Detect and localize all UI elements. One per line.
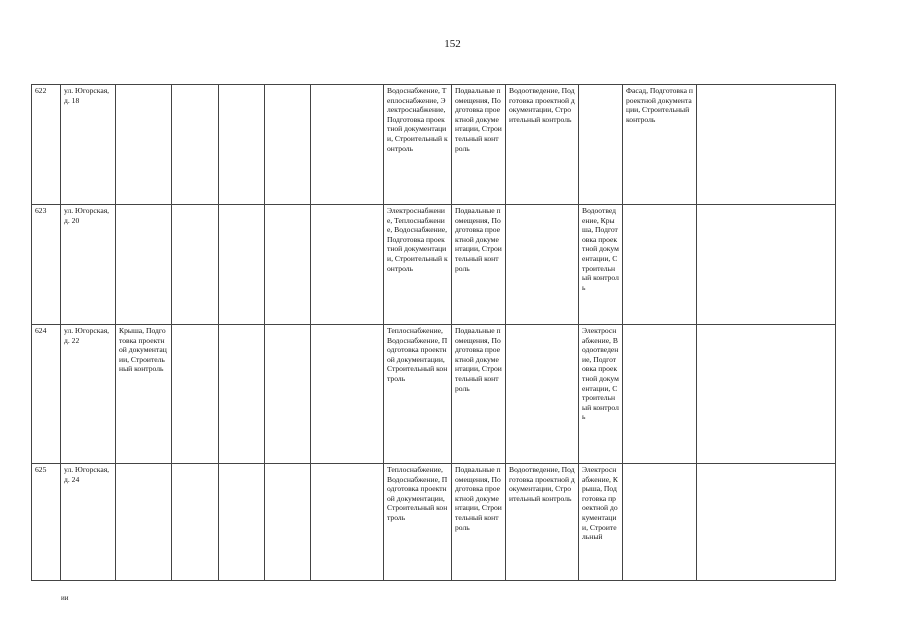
cell-address: ул. Югорская, д. 24 bbox=[61, 464, 116, 581]
table-row bbox=[32, 325, 836, 464]
cell-number: 625 bbox=[32, 464, 61, 581]
cell-col6 bbox=[265, 464, 311, 581]
cell-col7 bbox=[311, 205, 384, 325]
cell-col6 bbox=[265, 85, 311, 205]
cell-col8: Теплоснабжение, Водоснабжение, Подготовка проектной документации, Строительный контроль bbox=[384, 464, 452, 581]
cell-col9: Подвальные помещения, Подготовка проектной документации, Строительный контроль bbox=[452, 464, 506, 581]
cell-col6 bbox=[265, 205, 311, 325]
cell-col11: Водоотведение, Крыша, Подготовка проектной документации, Строительный контроль bbox=[579, 205, 623, 325]
cell-address: ул. Югорская, д. 20 bbox=[61, 205, 116, 325]
cell-col5 bbox=[219, 325, 265, 464]
cell-col11: Электроснабжение, Водоотведение, Подготовка проектной документации, Строительный контроль bbox=[579, 325, 623, 464]
cell-address: ул. Югорская, д. 22 bbox=[61, 325, 116, 464]
cell-col13 bbox=[697, 464, 836, 581]
cell-col5 bbox=[219, 205, 265, 325]
cell-col13 bbox=[697, 85, 836, 205]
cell-col12 bbox=[623, 325, 697, 464]
footer-mark: ии bbox=[61, 594, 69, 602]
cell-col8: Теплоснабжение, Водоснабжение, Подготовка проектной документации, Строительный контроль bbox=[384, 325, 452, 464]
cell-col8: Водоснабжение, Теплоснабжение, Электроснабжение, Подготовка проектной документации, Строительный контроль bbox=[384, 85, 452, 205]
cell-col9: Подвальные помещения, Подготовка проектной документации, Строительный контроль bbox=[452, 325, 506, 464]
table-row bbox=[32, 85, 836, 205]
cell-col4 bbox=[172, 464, 219, 581]
cell-col13 bbox=[697, 205, 836, 325]
cell-col10: Водоотведение, Подготовка проектной документации, Строительный контроль bbox=[506, 464, 579, 581]
cell-col11 bbox=[579, 85, 623, 205]
cell-address: ул. Югорская, д. 18 bbox=[61, 85, 116, 205]
cell-number: 623 bbox=[32, 205, 61, 325]
cell-col11: Электроснабжение, Крыша, Подготовка проектной документации, Строительный bbox=[579, 464, 623, 581]
cell-col5 bbox=[219, 85, 265, 205]
cell-col12 bbox=[623, 464, 697, 581]
cell-col3 bbox=[116, 464, 172, 581]
cell-col12 bbox=[623, 205, 697, 325]
cell-col9: Подвальные помещения, Подготовка проектной документации, Строительный контроль bbox=[452, 205, 506, 325]
cell-col7 bbox=[311, 464, 384, 581]
cell-number: 624 bbox=[32, 325, 61, 464]
page-number: 152 bbox=[444, 38, 461, 50]
cell-col7 bbox=[311, 325, 384, 464]
cell-col4 bbox=[172, 205, 219, 325]
cell-number: 622 bbox=[32, 85, 61, 205]
cell-col12: Фасад, Подготовка проектной документации, Строительный контроль bbox=[623, 85, 697, 205]
cell-col4 bbox=[172, 85, 219, 205]
cell-col10: Водоотведение, Подготовка проектной документации, Строительный контроль bbox=[506, 85, 579, 205]
cell-col3 bbox=[116, 85, 172, 205]
table-row bbox=[32, 205, 836, 325]
repair-schedule-table bbox=[31, 84, 836, 581]
cell-col3: Крыша, Подготовка проектной документации, Строительный контроль bbox=[116, 325, 172, 464]
cell-col6 bbox=[265, 325, 311, 464]
cell-col7 bbox=[311, 85, 384, 205]
cell-col13 bbox=[697, 325, 836, 464]
cell-col10 bbox=[506, 205, 579, 325]
cell-col8: Электроснабжение, Теплоснабжение, Водоснабжение, Подготовка проектной документации, Строительный контроль bbox=[384, 205, 452, 325]
table-row bbox=[32, 464, 836, 581]
cell-col10 bbox=[506, 325, 579, 464]
cell-col3 bbox=[116, 205, 172, 325]
cell-col9: Подвальные помещения, Подготовка проектной документации, Строительный контроль bbox=[452, 85, 506, 205]
cell-col5 bbox=[219, 464, 265, 581]
cell-col4 bbox=[172, 325, 219, 464]
